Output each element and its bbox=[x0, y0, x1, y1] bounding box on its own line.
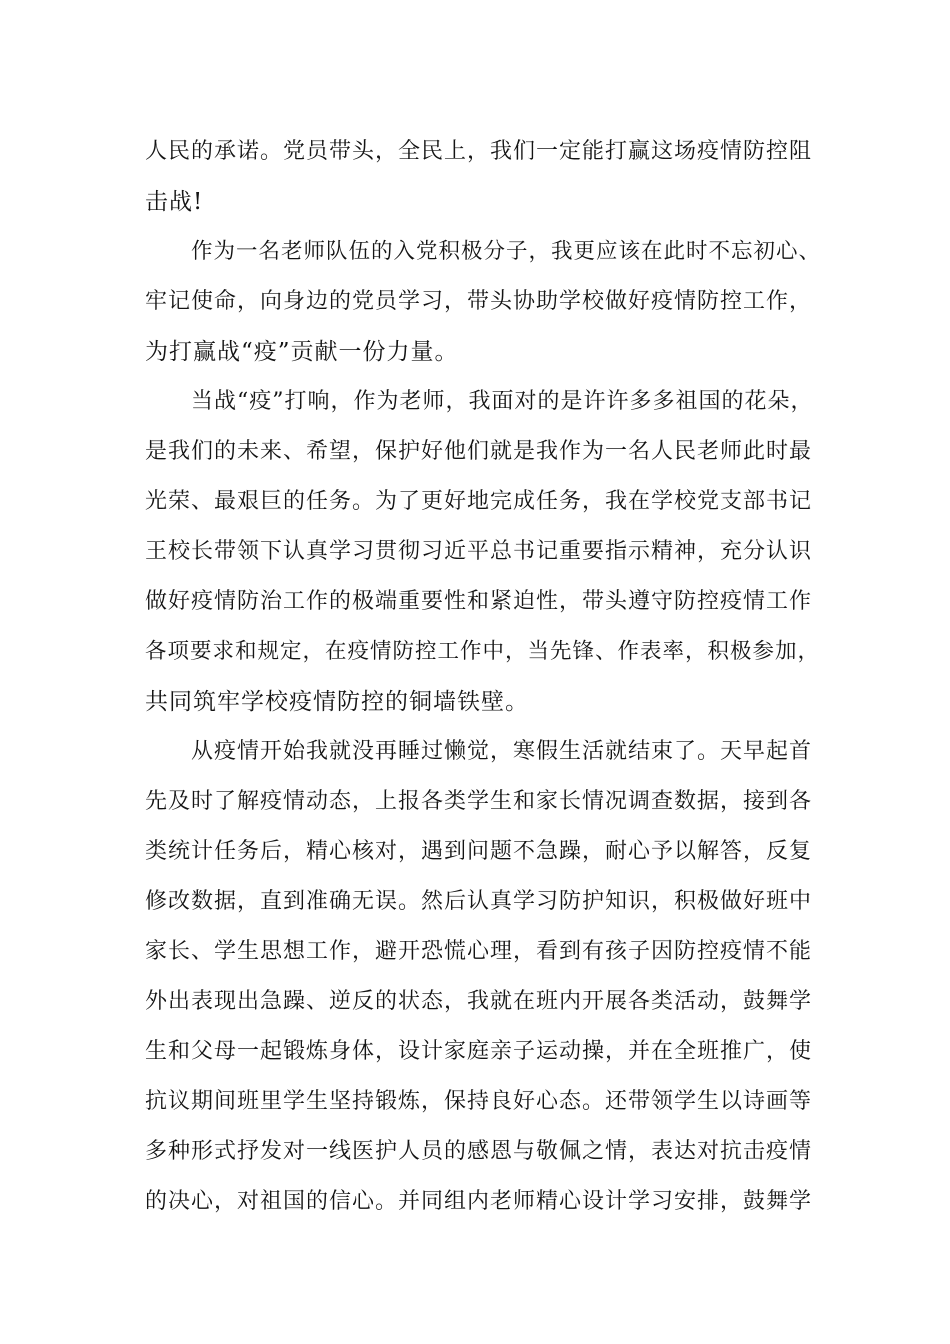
text-line: 牢记使命，向身边的党员学习，带头协助学校做好疫情防控工作， bbox=[145, 289, 813, 314]
text-line: 修改数据，直到准确无误。然后认真学习防护知识，积极做好班中 bbox=[145, 889, 813, 914]
text-line: 作为一名老师队伍的入党积极分子，我更应该在此时不忘初心、 bbox=[191, 239, 822, 264]
text-line: 光荣、最艰巨的任务。为了更好地完成任务，我在学校党支部书记 bbox=[145, 489, 813, 514]
text-line: 多种形式抒发对一线医护人员的感恩与敬佩之情，表达对抗击疫情 bbox=[145, 1139, 813, 1164]
text-line: 从疫情开始我就没再睡过懒觉，寒假生活就结束了。天早起首 bbox=[191, 739, 813, 764]
text-line: 击战! bbox=[145, 189, 204, 215]
document-body bbox=[145, 127, 825, 1227]
text-line: 先及时了解疫情动态，上报各类学生和家长情况调查数据，接到各 bbox=[145, 789, 813, 814]
text-line: 人民的承诺。党员带头，全民上，我们一定能打赢这场疫情防控阻 bbox=[145, 139, 813, 164]
text-line: 共同筑牢学校疫情防控的铜墙铁壁。 bbox=[145, 689, 529, 715]
text-line: 抗议期间班里学生坚持锻炼，保持良好心态。还带领学生以诗画等 bbox=[145, 1089, 813, 1114]
paragraph-2 bbox=[145, 227, 825, 377]
text-line: 的决心，对祖国的信心。并同组内老师精心设计学习安排，鼓舞学 bbox=[145, 1189, 813, 1214]
text-line: 王校长带领下认真学习贯彻习近平总书记重要指示精神，充分认识 bbox=[145, 539, 813, 564]
text-line: 外出表现出急躁、逆反的状态，我就在班内开展各类活动，鼓舞学 bbox=[145, 989, 813, 1014]
text-line: 当战“疫”打响，作为老师，我面对的是许许多多祖国的花朵， bbox=[191, 389, 814, 414]
text-line: 是我们的未来、希望，保护好他们就是我作为一名人民老师此时最 bbox=[145, 439, 813, 464]
text-line: 类统计任务后，精心核对，遇到问题不急躁，耐心予以解答，反复 bbox=[145, 839, 813, 864]
text-line: 生和父母一起锻炼身体，设计家庭亲子运动操，并在全班推广，使 bbox=[145, 1039, 813, 1064]
paragraph-1 bbox=[145, 127, 825, 227]
text-line: 家长、学生思想工作，避开恐慌心理，看到有孩子因防控疫情不能 bbox=[145, 939, 813, 964]
paragraph-3 bbox=[145, 377, 825, 727]
text-line: 各项要求和规定，在疫情防控工作中，当先锋、作表率，积极参加， bbox=[145, 639, 821, 664]
text-line: 为打赢战“疫”贡献一份力量。 bbox=[145, 339, 459, 365]
text-line: 做好疫情防治工作的极端重要性和紧迫性，带头遵守防控疫情工作 bbox=[145, 589, 813, 614]
paragraph-4 bbox=[145, 727, 825, 1227]
